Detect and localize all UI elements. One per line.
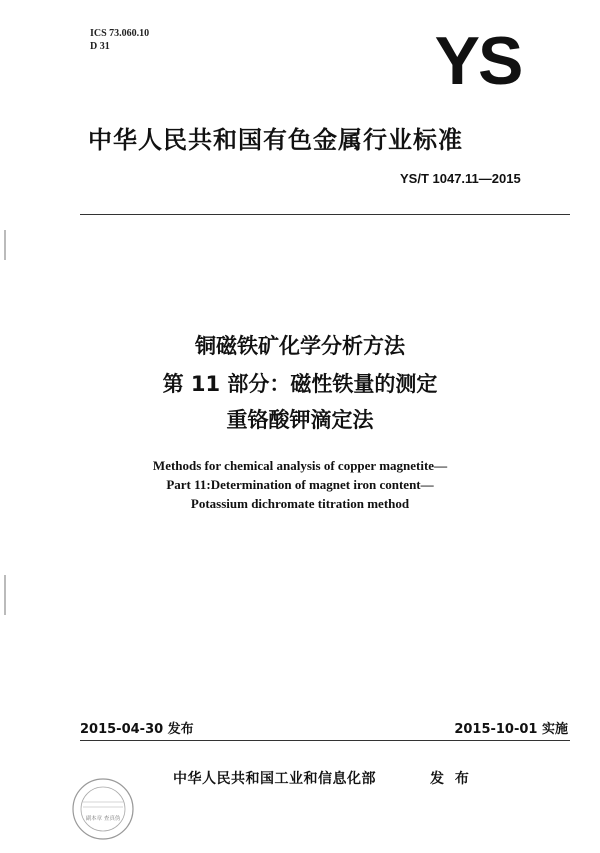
ics-code: ICS 73.060.10: [90, 28, 150, 39]
anti-counterfeit-stamp: [68, 774, 138, 844]
classification-block: [90, 27, 149, 53]
chinese-title-line-2: 第 11 部分：磁性铁量的测定: [162, 372, 438, 396]
ccs-code: D 31: [90, 41, 110, 52]
standard-category-title: 中华人民共和国有色金属行业标准: [88, 126, 463, 154]
scan-margin-mark: [4, 575, 6, 615]
ys-logo-text: YS: [434, 30, 522, 88]
chinese-title-line-1: 铜磁铁矿化学分析方法: [195, 334, 405, 358]
stamp-text: 副本章 查真伪: [85, 816, 121, 822]
scan-margin-mark: [4, 230, 6, 260]
issuing-authority: 中华人民共和国工业和信息化部: [173, 771, 376, 787]
standard-number: YS/T 1047.11—2015: [400, 171, 521, 186]
english-title-line-2: Part 11:Determination of magnet iron content—: [166, 477, 434, 492]
issue-label: 发 布: [430, 771, 472, 787]
english-title-line-3: Potassium dichromate titration method: [190, 496, 410, 511]
ys-logo: [418, 30, 538, 88]
english-title-line-1: Methods for chemical analysis of copper magnetite—: [152, 458, 448, 473]
bottom-divider: [80, 740, 570, 741]
top-divider: [80, 214, 570, 215]
issue-date: 2015-04-30 发布: [80, 722, 194, 737]
chinese-title-line-3: 重铬酸钾滴定法: [226, 408, 374, 432]
implementation-date: 2015-10-01 实施: [454, 722, 568, 737]
